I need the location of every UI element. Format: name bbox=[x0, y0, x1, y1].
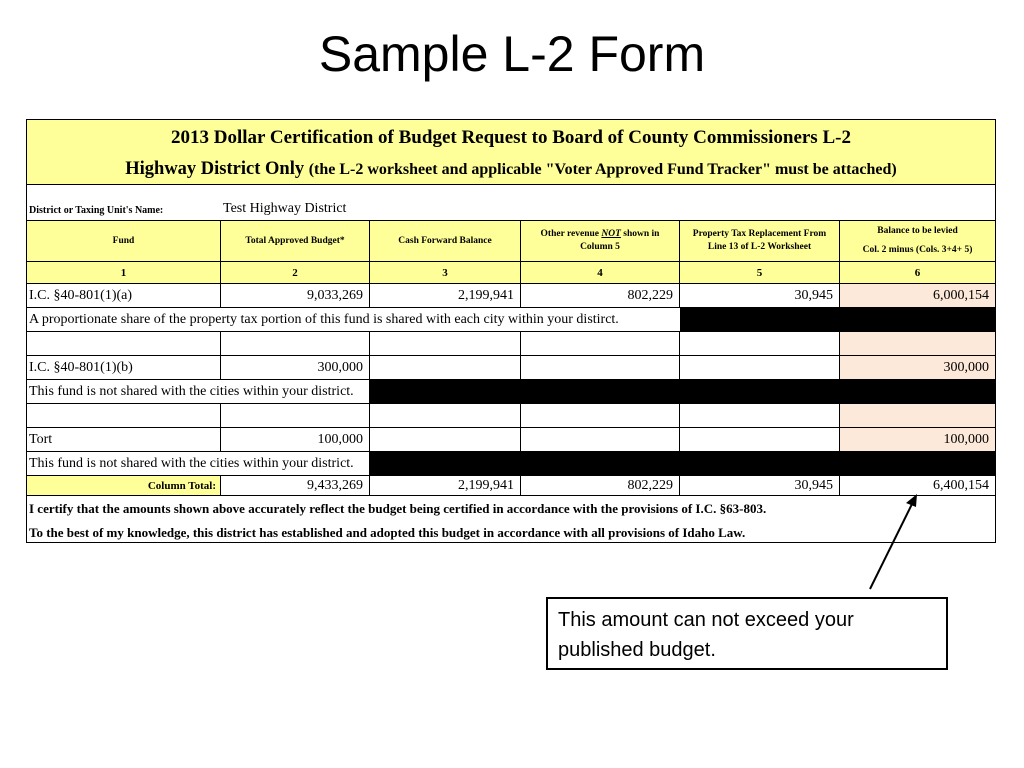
cash-forward-3 bbox=[370, 428, 521, 452]
total-other-revenue: 802,229 bbox=[521, 476, 680, 496]
blank-cell bbox=[370, 404, 521, 428]
note-3: This fund is not shared with the cities within your district. bbox=[27, 452, 370, 476]
column-header-other-revenue bbox=[521, 220, 680, 262]
blank-cell bbox=[521, 404, 680, 428]
budget-2: 300,000 bbox=[221, 356, 370, 380]
column-total-label: Column Total: bbox=[27, 476, 221, 496]
total-cash-forward: 2,199,941 bbox=[370, 476, 521, 496]
redacted-bar bbox=[370, 380, 995, 404]
budget-1: 9,033,269 bbox=[221, 284, 370, 308]
total-ptr: 30,945 bbox=[680, 476, 840, 496]
balance-1: 6,000,154 bbox=[840, 284, 995, 308]
l2-form bbox=[26, 119, 996, 543]
ptr-3 bbox=[680, 428, 840, 452]
blank-cell bbox=[221, 332, 370, 356]
balance-3: 100,000 bbox=[840, 428, 995, 452]
column-number-4: 4 bbox=[521, 262, 680, 284]
form-subtitle-note: (the L-2 worksheet and applicable "Voter Approved Fund Tracker" must be attached) bbox=[308, 161, 897, 178]
note-1: A proportionate share of the property tax portion of this fund is shared with each city within your distirct. bbox=[27, 308, 680, 332]
form-header bbox=[27, 120, 995, 185]
slide-title: Sample L-2 Form bbox=[318, 26, 706, 82]
total-budget: 9,433,269 bbox=[221, 476, 370, 496]
ptr-1: 30,945 bbox=[680, 284, 840, 308]
redacted-bar bbox=[370, 452, 995, 476]
blank-cell bbox=[221, 404, 370, 428]
fund-name-2: I.C. §40-801(1)(b) bbox=[27, 356, 221, 380]
form-subtitle-main: Highway District Only bbox=[125, 159, 305, 179]
column-header-ptr: Property Tax Replacement From Line 13 of L-2 Worksheet bbox=[680, 220, 840, 262]
other-revenue-3 bbox=[521, 428, 680, 452]
column-number-1: 1 bbox=[27, 262, 221, 284]
other-revenue-1: 802,229 bbox=[521, 284, 680, 308]
form-subtitle bbox=[27, 156, 995, 183]
budget-3: 100,000 bbox=[221, 428, 370, 452]
column-number-3: 3 bbox=[370, 262, 521, 284]
blank-cell bbox=[521, 332, 680, 356]
blank-cell bbox=[27, 404, 221, 428]
column-header-fund: Fund bbox=[27, 220, 221, 262]
blank-balance-cell bbox=[840, 404, 995, 428]
col4-prefix: Other revenue bbox=[540, 229, 602, 239]
blank-cell bbox=[27, 332, 221, 356]
cash-forward-2 bbox=[370, 356, 521, 380]
column-header-cash-forward: Cash Forward Balance bbox=[370, 220, 521, 262]
column-number-6: 6 bbox=[840, 262, 995, 284]
col4-not: NOT bbox=[601, 229, 621, 239]
certification-statement: I certify that the amounts shown above accurately reflect the budget being certified in accordance with the provisions of I.C. §63-803. bbox=[29, 501, 767, 516]
blank-balance-cell bbox=[840, 332, 995, 356]
redacted-bar bbox=[680, 308, 995, 332]
compliance-statement: To the best of my knowledge, this district has established and adopted this budget in accordance with all provisions of Idaho Law. bbox=[29, 525, 746, 540]
column-header-budget: Total Approved Budget* bbox=[221, 220, 370, 262]
total-balance: 6,400,154 bbox=[840, 476, 995, 496]
blank-cell bbox=[370, 332, 521, 356]
ptr-2 bbox=[680, 356, 840, 380]
fund-name-3: Tort bbox=[27, 428, 221, 452]
column-number-2: 2 bbox=[221, 262, 370, 284]
col4-suffix: shown in Column 5 bbox=[580, 229, 660, 252]
callout-box: This amount can not exceed your published budget. bbox=[546, 597, 948, 670]
col6-sub: Col. 2 minus (Cols. 3+4+ 5) bbox=[862, 245, 973, 255]
blank-cell bbox=[680, 404, 840, 428]
column-number-5: 5 bbox=[680, 262, 840, 284]
col6-title: Balance to be levied bbox=[877, 226, 958, 236]
other-revenue-2 bbox=[521, 356, 680, 380]
district-label: District or Taxing Unit's Name: bbox=[29, 205, 164, 216]
district-name: Test Highway District bbox=[223, 201, 347, 216]
cash-forward-1: 2,199,941 bbox=[370, 284, 521, 308]
district-name-row bbox=[27, 184, 995, 220]
balance-2: 300,000 bbox=[840, 356, 995, 380]
fund-name-1: I.C. §40-801(1)(a) bbox=[27, 284, 221, 308]
form-title: 2013 Dollar Certification of Budget Request to Board of County Commissioners L-2 bbox=[171, 127, 851, 148]
note-2: This fund is not shared with the cities within your district. bbox=[27, 380, 370, 404]
blank-cell bbox=[680, 332, 840, 356]
column-header-balance bbox=[840, 220, 995, 262]
